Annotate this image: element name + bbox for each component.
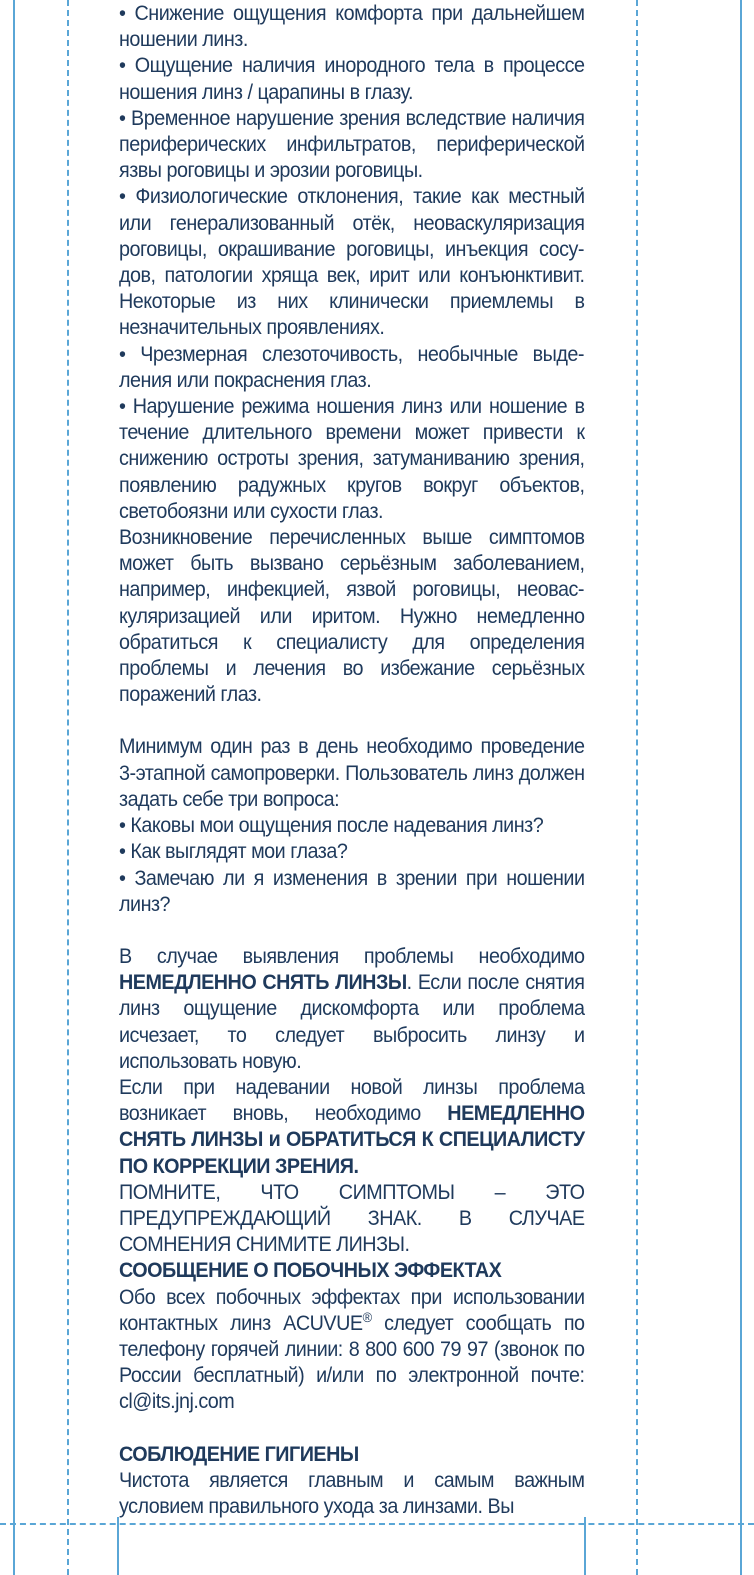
side-effects-text-a: Обо всех побочных эффектах при использовании контактных линз ACUVUE — [119, 1284, 585, 1335]
new-lens-text: Если при надевании новой линзы проблема возникает вновь, необходимо — [119, 1074, 585, 1126]
remember-paragraph: ПОМНИТЕ, ЧТО СИМПТОМЫ – ЭТО ПРЕДУПРЕЖДАЮЩИЙ ЗНАК. В СЛУЧАЕ СОМНЕНИЯ СНИМИТЕ ЛИНЗЫ. — [119, 1179, 585, 1257]
bullet-tearing: • Чрезмерная слезоточивость, необычные выделения или покраснения глаз. — [119, 341, 585, 392]
problem-text-c: . Если после снятия линз ощущение дискомфорта или проблема исчезает, то следует выбросить линзу и использовать новую. — [119, 970, 585, 1073]
question-3: • Замечаю ли я изменения в зрении при ношении линз? — [119, 865, 585, 916]
remove-lenses-emphasis: НЕМЕДЛЕННО СНЯТЬ ЛИНЗЫ — [119, 970, 407, 995]
bullet-regime: • Нарушение режима ношения линз или ношение в течение длительного времени может привести к снижению остроты зрения, затуманиванию зрения, появлению радужных кругов вокруг объектов, светобоязни или сухости глаз. — [119, 394, 585, 523]
hygiene-paragraph: Чистота является главным и самым важным условием правильного ухода за линзами. Вы — [119, 1467, 585, 1518]
fold-line-right — [636, 0, 638, 1575]
fold-line-left — [67, 0, 69, 1575]
frame-line-right — [740, 0, 742, 1575]
side-effects-paragraph — [119, 1284, 585, 1415]
self-check-intro: Минимум один раз в день необходимо проведение 3-этапной самопроверки. Пользователь линз должен задать себе три вопроса: — [119, 734, 585, 811]
new-lens-paragraph — [119, 1074, 585, 1179]
crop-mark-right — [584, 1517, 586, 1575]
problem-paragraph — [119, 943, 585, 1074]
question-1: • Каковы мои ощущения после надевания линз? — [119, 813, 544, 838]
hygiene-heading: СОБЛЮДЕНИЕ ГИГИЕНЫ — [119, 1441, 359, 1466]
side-effects-heading: СООБЩЕНИЕ О ПОБОЧНЫХ ЭФФЕКТАХ — [119, 1258, 502, 1283]
crop-mark-left — [117, 1517, 119, 1575]
bullet-comfort: • Снижение ощущения комфорта при дальнейшем ношении линз. — [119, 1, 585, 52]
registered-mark: ® — [362, 1308, 372, 1325]
bullet-physiological: • Физиологические отклонения, такие как местный или генерализованный отёк, неоваскуляризация роговицы, окрашивание роговицы, инъекция сосудов, патологии хряща век, ирит или конъюнктивит. Некоторые из них клинически приемлемы в незначительных проявлениях. — [119, 184, 585, 340]
warning-paragraph: Возникновение перечисленных выше симптомов может быть вызвано серьёзным заболеванием, например, инфекцией, язвой роговицы, неоваскуляризацией или иритом. Нужно немедленно обратиться к специалисту для определения проблемы и лечения во избежание серьёзных поражений глаз. — [119, 525, 585, 707]
question-2: • Как выглядят мои глаза? — [119, 839, 348, 864]
consult-specialist-emphasis: НЕМЕДЛЕННО СНЯТЬ ЛИНЗЫ и ОБРАТИТЬСЯ К СПЕЦИАЛИСТУ ПО КОРРЕКЦИИ ЗРЕНИЯ. — [119, 1101, 585, 1178]
frame-line-left — [13, 0, 15, 1575]
bullet-foreign-body: • Ощущение наличия инородного тела в процессе ношения линз / царапины в глазу. — [119, 53, 585, 104]
side-effects-text-b: следует сообщать по телефону горячей линии: 8 800 600 79 97 (звонок по России бесплатный) и/или по электронной почте: cl@its.jnj.com — [119, 1310, 585, 1414]
fold-line-bottom — [0, 1523, 754, 1525]
instruction-text — [119, 0, 585, 1519]
bullet-vision: • Временное нарушение зрения вследствие наличия периферических инфильтратов, периферической язвы роговицы и эрозии роговицы. — [119, 105, 585, 183]
problem-text-a: В случае выявления проблемы необходимо — [119, 943, 585, 968]
